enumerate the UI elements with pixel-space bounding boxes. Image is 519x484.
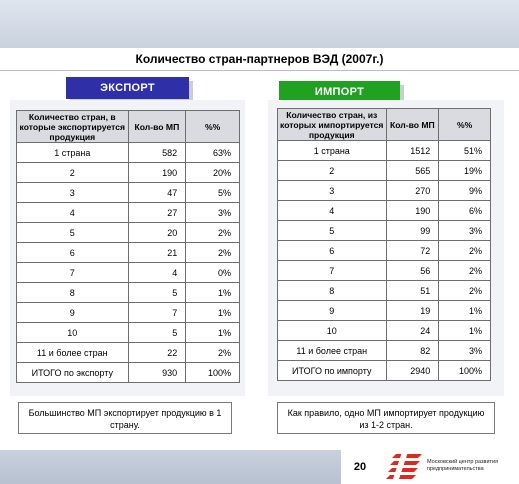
country-count-cell: 6 — [278, 241, 387, 261]
percent-cell: 2% — [439, 261, 491, 281]
enterprise-count-cell: 22 — [128, 343, 186, 363]
enterprise-count-cell: 19 — [386, 301, 439, 321]
percent-cell: 3% — [186, 203, 240, 223]
country-count-cell: 10 — [17, 323, 129, 343]
export-badge: ЭКСПОРТ — [66, 77, 189, 99]
enterprise-count-cell: 21 — [128, 243, 186, 263]
import-header-row — [278, 109, 491, 141]
country-count-cell: 1 страна — [17, 143, 129, 163]
import-table-row — [278, 221, 491, 241]
export-table-row — [17, 303, 240, 323]
header-band — [0, 0, 519, 48]
export-table-row — [17, 143, 240, 163]
percent-cell: 0% — [186, 263, 240, 283]
import-note: Как правило, одно МП импортирует продукцию из 1-2 стран. — [277, 402, 495, 434]
country-count-cell: 11 и более стран — [278, 341, 387, 361]
export-header-percent: %% — [186, 111, 240, 143]
country-count-cell: ИТОГО по экспорту — [17, 363, 129, 383]
country-count-cell: 3 — [17, 183, 129, 203]
enterprise-count-cell: 930 — [128, 363, 186, 383]
export-header-count: Кол-во МП — [128, 111, 186, 143]
percent-cell: 2% — [186, 343, 240, 363]
percent-cell: 1% — [186, 303, 240, 323]
percent-cell: 51% — [439, 141, 491, 161]
country-count-cell: 4 — [17, 203, 129, 223]
percent-cell: 1% — [439, 321, 491, 341]
percent-cell: 2% — [439, 241, 491, 261]
country-count-cell: 6 — [17, 243, 129, 263]
country-count-cell: 8 — [17, 283, 129, 303]
percent-cell: 100% — [186, 363, 240, 383]
import-table-row — [278, 301, 491, 321]
percent-cell: 63% — [186, 143, 240, 163]
percent-cell: 1% — [439, 301, 491, 321]
country-count-cell: 5 — [278, 221, 387, 241]
enterprise-count-cell: 1512 — [386, 141, 439, 161]
percent-cell: 1% — [186, 323, 240, 343]
country-count-cell: 7 — [17, 263, 129, 283]
logo-stripe — [386, 475, 416, 479]
country-count-cell: 8 — [278, 281, 387, 301]
enterprise-count-cell: 24 — [386, 321, 439, 341]
percent-cell: 1% — [186, 283, 240, 303]
title-divider — [0, 70, 519, 71]
percent-cell: 19% — [439, 161, 491, 181]
export-header-countries: Количество стран, в которые экспортируется продукция — [17, 111, 129, 143]
company-logo — [386, 452, 424, 482]
enterprise-count-cell: 190 — [128, 163, 186, 183]
country-count-cell: 1 страна — [278, 141, 387, 161]
enterprise-count-cell: 7 — [128, 303, 186, 323]
percent-cell: 3% — [439, 221, 491, 241]
export-table-row — [17, 223, 240, 243]
enterprise-count-cell: 5 — [128, 283, 186, 303]
enterprise-count-cell: 5 — [128, 323, 186, 343]
country-count-cell: 9 — [17, 303, 129, 323]
export-table-row — [17, 163, 240, 183]
import-header-countries: Количество стран, из которых импортируется продукция — [278, 109, 387, 141]
import-table-row — [278, 201, 491, 221]
logo-caption — [427, 459, 517, 473]
import-table — [277, 108, 491, 381]
enterprise-count-cell: 582 — [128, 143, 186, 163]
percent-cell: 2% — [439, 281, 491, 301]
import-table-row — [278, 141, 491, 161]
enterprise-count-cell: 47 — [128, 183, 186, 203]
export-table-row — [17, 243, 240, 263]
import-table-row — [278, 341, 491, 361]
export-table-row — [17, 363, 240, 383]
logo-stripe — [388, 468, 418, 472]
enterprise-count-cell: 190 — [386, 201, 439, 221]
export-header-row — [17, 111, 240, 143]
country-count-cell: 5 — [17, 223, 129, 243]
percent-cell: 6% — [439, 201, 491, 221]
percent-cell: 100% — [439, 361, 491, 381]
export-table-row — [17, 183, 240, 203]
logo-caption-line2: предпринимательства — [427, 466, 484, 472]
country-count-cell: 9 — [278, 301, 387, 321]
percent-cell: 5% — [186, 183, 240, 203]
export-table-row — [17, 323, 240, 343]
enterprise-count-cell: 82 — [386, 341, 439, 361]
country-count-cell: 11 и более стран — [17, 343, 129, 363]
enterprise-count-cell: 99 — [386, 221, 439, 241]
country-count-cell: 2 — [17, 163, 129, 183]
export-table — [16, 110, 240, 383]
import-header-percent: %% — [439, 109, 491, 141]
country-count-cell: 4 — [278, 201, 387, 221]
import-header-count: Кол-во МП — [386, 109, 439, 141]
enterprise-count-cell: 27 — [128, 203, 186, 223]
slide-title: Количество стран-партнеров ВЭД (2007г.) — [135, 52, 384, 66]
export-note: Большинство МП экспортирует продукцию в 1 страну. — [18, 402, 232, 434]
enterprise-count-cell: 565 — [386, 161, 439, 181]
import-table-row — [278, 281, 491, 301]
country-count-cell: 3 — [278, 181, 387, 201]
page-number: 20 — [341, 450, 379, 484]
enterprise-count-cell: 72 — [386, 241, 439, 261]
export-table-row — [17, 283, 240, 303]
percent-cell: 9% — [439, 181, 491, 201]
country-count-cell: 7 — [278, 261, 387, 281]
enterprise-count-cell: 20 — [128, 223, 186, 243]
import-badge: ИМПОРТ — [279, 81, 400, 103]
import-table-row — [278, 161, 491, 181]
export-table-row — [17, 263, 240, 283]
import-table-row — [278, 261, 491, 281]
export-table-row — [17, 203, 240, 223]
export-table-row — [17, 343, 240, 363]
percent-cell: 20% — [186, 163, 240, 183]
logo-stripe — [390, 461, 420, 465]
enterprise-count-cell: 56 — [386, 261, 439, 281]
percent-cell: 2% — [186, 223, 240, 243]
enterprise-count-cell: 270 — [386, 181, 439, 201]
import-table-row — [278, 241, 491, 261]
country-count-cell: ИТОГО по импорту — [278, 361, 387, 381]
import-table-row — [278, 361, 491, 381]
import-table-row — [278, 321, 491, 341]
percent-cell: 3% — [439, 341, 491, 361]
enterprise-count-cell: 2940 — [386, 361, 439, 381]
enterprise-count-cell: 4 — [128, 263, 186, 283]
country-count-cell: 2 — [278, 161, 387, 181]
country-count-cell: 10 — [278, 321, 387, 341]
import-table-row — [278, 181, 491, 201]
enterprise-count-cell: 51 — [386, 281, 439, 301]
logo-caption-line1: Московский центр развития — [427, 459, 499, 465]
percent-cell: 2% — [186, 243, 240, 263]
